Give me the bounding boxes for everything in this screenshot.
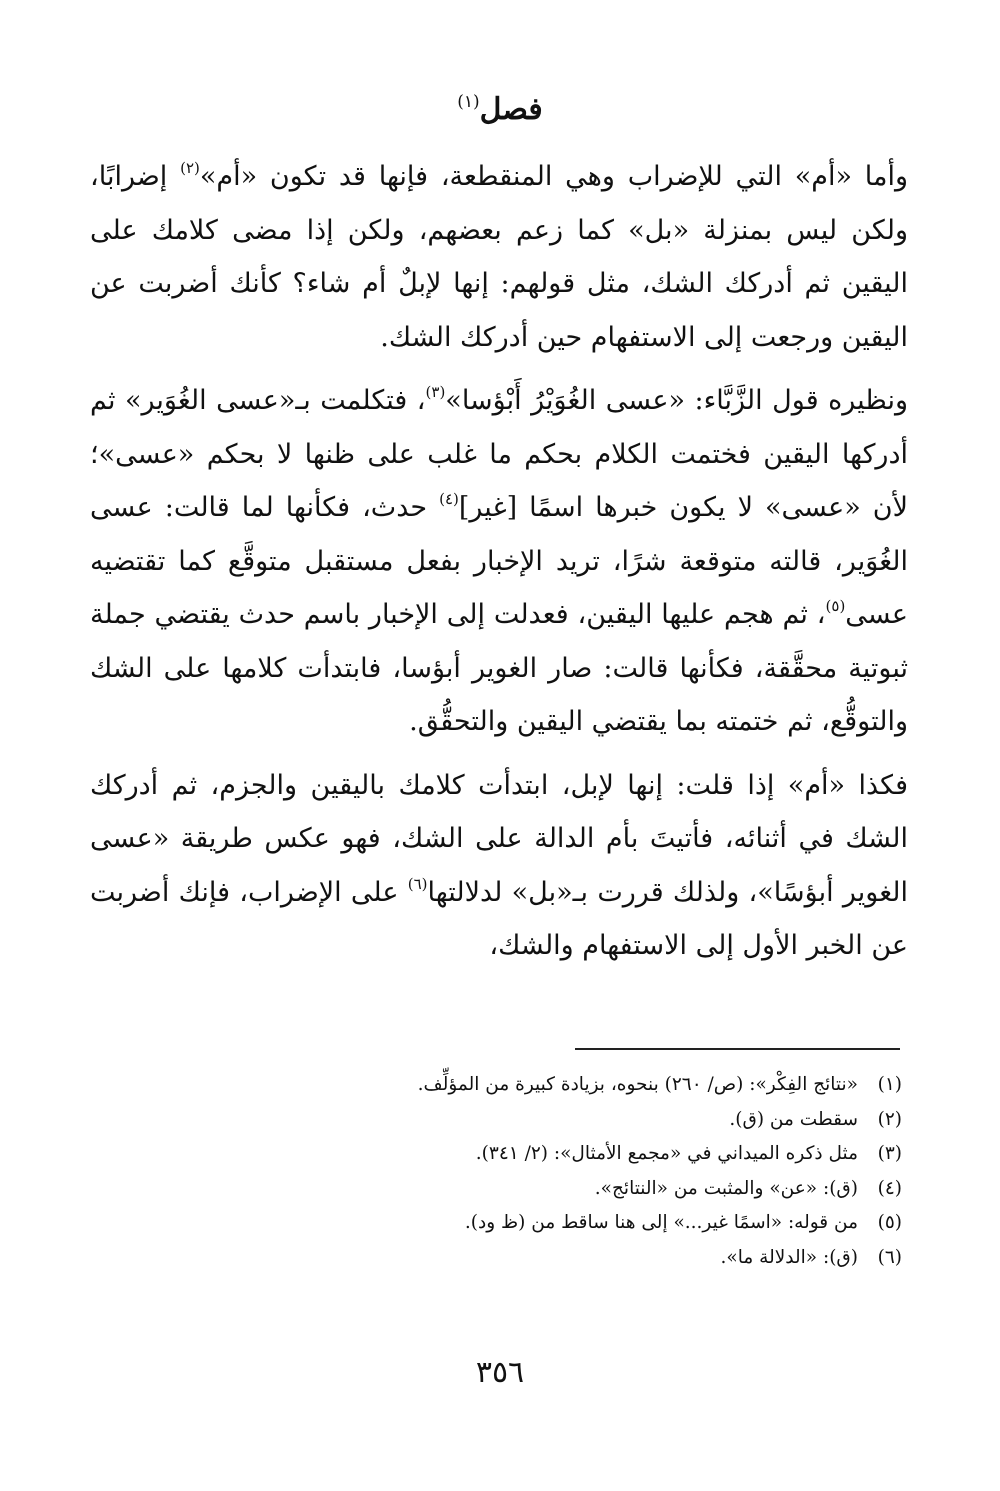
footnote-3 — [90, 1137, 902, 1172]
paragraph-text: وأما «أم» التي للإضراب وهي المنقطعة، فإنها قد تكون «أم» — [199, 161, 908, 192]
footnote-number: (٤) — [877, 1177, 902, 1199]
footnote-text: (ق): «الدلالة ما». — [720, 1246, 858, 1268]
page-number: ٣٥٦ — [475, 1355, 525, 1390]
footnote-number: (١) — [877, 1074, 902, 1095]
paragraph-text: ونظيره قول الزَّبَّاء: «عسى الغُوَيْرُ أَبْؤسا» — [445, 385, 908, 416]
footnote-number: (٦) — [877, 1246, 902, 1268]
footnote-2 — [90, 1103, 902, 1138]
footnote-1 — [90, 1068, 902, 1103]
paragraph-2 — [90, 374, 908, 749]
footnote-4 — [90, 1172, 902, 1207]
paragraph-text: حدث، فكأنها لما قالت: عسى الغُوَير، قالته متوقعة شرًا، تريد الإخبار بفعل مستقبل متوقَّع كما تقتضيه عسى — [90, 492, 908, 630]
paragraph-text: ، فتكلمت بـ«عسى الغُوَير» ثم أدركها اليقين فختمت الكلام بحكم ما غلب على ظنها لا بحكم «عسى»؛ لأن «عسى» لا يكون خبرها اسمًا [غير] — [90, 385, 908, 523]
footnote-ref: (٦) — [407, 874, 428, 893]
footnotes — [90, 1068, 902, 1275]
footnote-number: (٣) — [877, 1143, 902, 1164]
footnote-text: (ق): «عن» والمثبت من «النتائج». — [594, 1177, 858, 1199]
paragraph-text: إضرابًا، ولكن ليس بمنزلة «بل» كما زعم بعضهم، ولكن إذا مضى كلامك على اليقين ثم أدركك الشك، مثل قولهم: إنها لإبلٌ أم شاء؟ كأنك أضربت عن اليقين ورجعت إلى الاستفهام حين أدركك الشك. — [90, 161, 908, 353]
paragraph-text: فكذا «أم» إذا قلت: إنها لإبل، ابتدأت كلامك باليقين والجزم، ثم أدركك الشك في أثنائه، فأتيتَ بأم الدالة على الشك، فهو عكس طريقة «عسى الغوير أبؤسًا»، ولذلك قررت بـ«بل» لدلالتها — [90, 769, 908, 908]
section-title — [0, 78, 1000, 134]
footnote-text: من قوله: «اسمًا غير...» إلى هنا ساقط من (ظ ود). — [464, 1212, 858, 1233]
footnote-ref: (٣) — [425, 383, 446, 401]
footnote-number: (٥) — [877, 1212, 902, 1233]
footnote-ref: (٤) — [439, 490, 459, 508]
main-text — [90, 150, 908, 973]
section-title-text: فصل — [479, 92, 543, 127]
paragraph-3 — [90, 759, 908, 973]
footnote-separator — [575, 1048, 900, 1050]
footnote-ref: (٢) — [180, 159, 200, 177]
footnote-text: سقطت من (ق). — [729, 1108, 858, 1130]
footnote-6 — [90, 1241, 902, 1276]
footnote-number: (٢) — [877, 1108, 902, 1130]
footnote-ref: (٥) — [825, 597, 846, 615]
footnote-text: «نتائج الفِكْر»: (ص/ ٢٦٠) بنحوه، بزيادة كبيرة من المؤلِّف. — [417, 1074, 858, 1095]
paragraph-1 — [90, 150, 908, 364]
paragraph-text: ، ثم هجم عليها اليقين، فعدلت إلى الإخبار باسم حدث يقتضي جملة ثبوتية محقَّقة، فكأنها قالت: صار الغوير أبؤسا، فابتدأت كلامها على الشك والتوقُّع، ثم ختمته بما يقتضي اليقين والتحقُّق. — [90, 599, 908, 737]
footnote-ref: (١) — [457, 92, 480, 112]
paragraph-text: على الإضراب، فإنك أضربت عن الخبر الأول إلى الاستفهام والشك، — [90, 876, 908, 961]
footnote-text: مثل ذكره الميداني في «مجمع الأمثال»: (٢/ ٣٤١). — [475, 1143, 858, 1164]
footnote-5 — [90, 1206, 902, 1241]
